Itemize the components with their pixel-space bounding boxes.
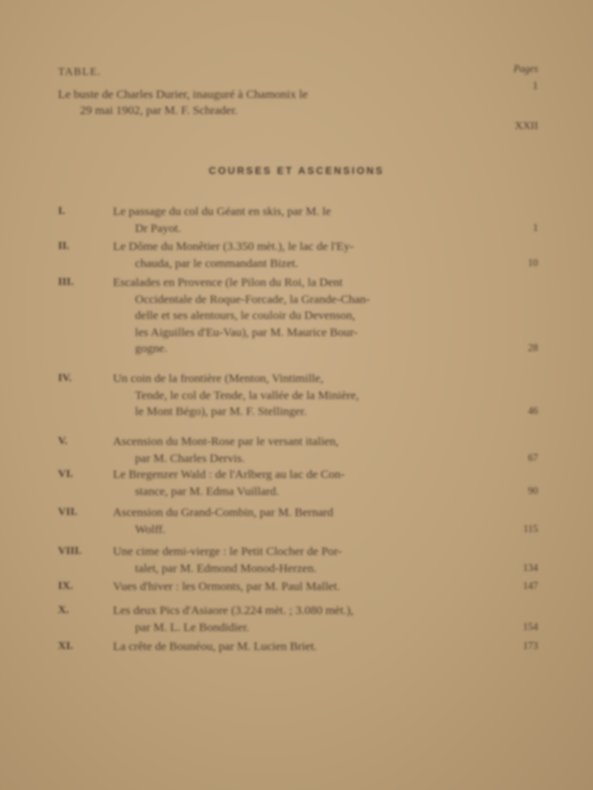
toc-entry: [58, 466, 538, 499]
toc-entry-title-line: par M. Charles Dervis.: [135, 450, 245, 465]
toc-entry-title-line: Occidentale de Roque-Forcade, la Grande-Chan-: [135, 291, 370, 306]
toc-entry-title-line: Le Bregenzer Wald : de l'Arlberg au lac de Con-: [113, 467, 345, 481]
toc-entry-number: I.: [58, 205, 66, 217]
toc-entry-title-line: par M. L. Le Bondidier.: [135, 619, 250, 634]
toc-entry-title-line: chauda, par le commandant Bizet.: [135, 255, 299, 270]
toc-entry-title-line: gogne.: [135, 341, 168, 355]
toc-entry-page: 46: [528, 406, 538, 417]
toc-entry-page: 154: [523, 621, 538, 633]
toc-entry: [58, 433, 538, 466]
toc-entry-title-line: delle et ses alentours, le couloir du Devenson,: [135, 308, 356, 322]
toc-entry-title-line: Une cime demi-vierge : le Petit Clocher de Por-: [113, 544, 342, 558]
toc-entry-title: [113, 433, 508, 466]
toc-entry-title: [113, 466, 508, 499]
toc-entry-number: III.: [58, 276, 74, 288]
toc-entry-title-line: Ascension du Mont-Rose par le versant italien,: [113, 434, 339, 448]
toc-entry-title: [113, 504, 508, 537]
toc-entry-number: X.: [58, 604, 69, 616]
toc-entry-page: 10: [528, 257, 538, 269]
toc-entry-number: VI.: [58, 468, 73, 480]
toc-entry-title: [113, 543, 508, 576]
table-page-number: 1: [532, 80, 538, 92]
toc-entry-page: 173: [523, 641, 538, 652]
toc-entry-title-line: Ascension du Grand-Combin, par M. Bernard: [113, 505, 334, 519]
toc-entry: [58, 543, 538, 576]
bust-entry-line-1: Le buste de Charles Durier, inauguré à Chamonix le: [58, 87, 308, 101]
toc-entry: [58, 238, 538, 271]
toc-entry: [58, 602, 538, 635]
toc-entry-title-line: Wolff.: [135, 521, 166, 536]
toc-entry-title: [113, 203, 508, 236]
toc-entry-title: [113, 578, 508, 595]
toc-entry: [58, 578, 538, 595]
toc-entry-title-line: Les deux Pics d'Asiaore (3.224 mèt. ; 3.080 mèt.),: [113, 603, 354, 617]
toc-entry-title-line: talet, par M. Edmond Monod-Herzen.: [135, 560, 317, 575]
toc-entry-number: IX.: [58, 580, 73, 592]
toc-entry-title-line: les Aiguilles d'Eu-Vau), par M. Maurice Bour-: [135, 324, 358, 339]
bust-entry: [58, 86, 538, 132]
toc-entry-title: [113, 602, 508, 635]
toc-entry-title-line: La crête de Bounéou, par M. Lucien Briet.: [113, 639, 317, 653]
toc-entry-number: II.: [58, 240, 70, 252]
toc-entry-title-line: Dr Payot.: [135, 220, 181, 235]
bust-entry-page: XXII: [514, 120, 538, 132]
section-title: COURSES ET ASCENSIONS: [208, 166, 385, 177]
toc-entry: [58, 370, 538, 420]
toc-entry-page: 134: [523, 562, 538, 574]
toc-entry: [58, 504, 538, 537]
toc-entry-page: 90: [528, 485, 538, 497]
toc-entry-number: IV.: [58, 372, 72, 384]
toc-entry-title-line: Tende, le col de Tende, la vallée de la Minière,: [135, 387, 359, 402]
toc-entry-title: [113, 638, 508, 655]
toc-entry-page: 1: [533, 222, 538, 234]
toc-entry-page: 28: [528, 343, 538, 354]
toc-entry-number: VII.: [58, 506, 78, 518]
table-header-row: [58, 64, 538, 92]
toc-entry-title-line: le Mont Bégo), par M. F. Stellinger.: [135, 404, 307, 418]
toc-entry-number: VIII.: [58, 545, 82, 557]
pages-column-label: Pages: [513, 64, 538, 75]
toc-entry-number: XI.: [58, 640, 73, 652]
toc-entry-title-line: Le passage du col du Géant en skis, par M. le: [113, 204, 331, 218]
toc-entry-title: [113, 238, 508, 271]
toc-entry-title-line: Un coin de la frontière (Menton, Vintimille,: [113, 371, 324, 385]
toc-entry-title-line: stance, par M. Edma Vuillard.: [135, 483, 280, 498]
toc-entry: [58, 203, 538, 236]
toc-entry-title: [113, 370, 508, 420]
toc-entry-page: 147: [523, 581, 538, 592]
toc-entry-number: V.: [58, 435, 68, 447]
toc-entry-title-line: Le Dôme du Monêtier (3.350 mèt.), le lac de l'Ey-: [113, 239, 354, 253]
toc-entry-title-line: Vues d'hiver : les Ormonts, par M. Paul Mallet.: [113, 579, 341, 593]
toc-entry-page: 67: [528, 452, 538, 464]
bust-entry-line-2: 29 mai 1902, par M. F. Schrader.: [80, 103, 238, 117]
toc-entry-title-line: Escalades en Provence (le Pilon du Roi, la Dent: [113, 275, 343, 289]
toc-entry: [58, 638, 538, 655]
toc-entry: [58, 274, 538, 357]
toc-entry-title: [113, 274, 508, 357]
table-label: TABLE.: [58, 66, 102, 78]
toc-entry-page: 115: [523, 523, 538, 535]
